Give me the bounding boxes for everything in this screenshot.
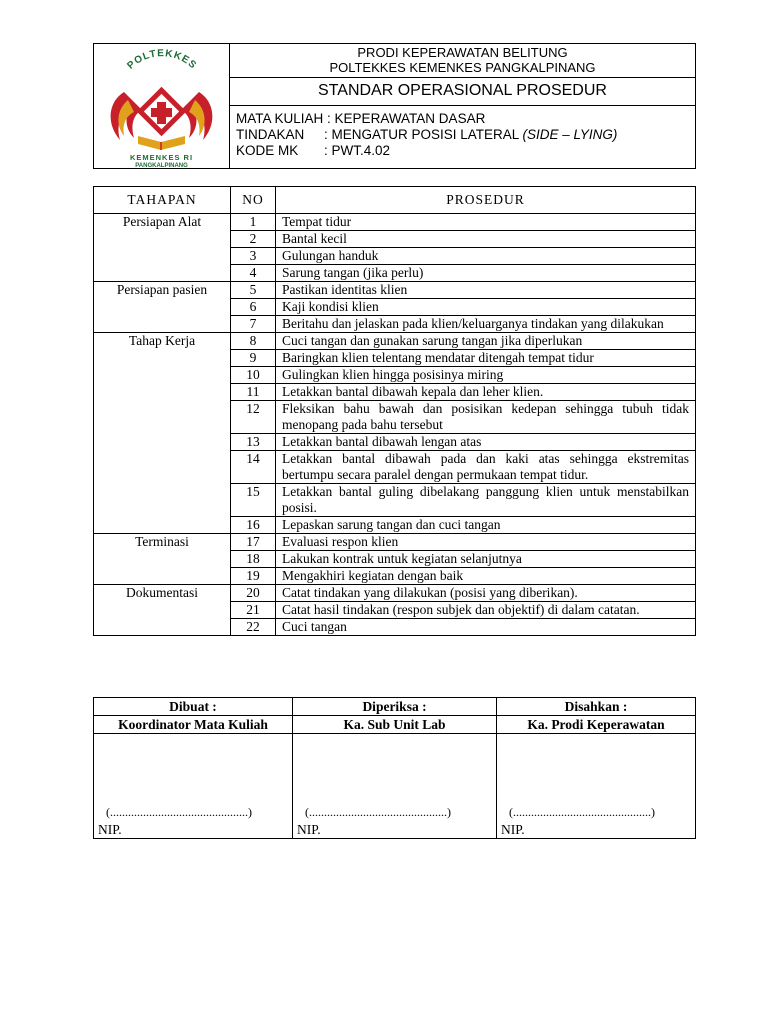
step-number: 2 [231, 231, 276, 248]
made-by-signature [94, 734, 293, 839]
step-text: Fleksikan bahu bawah dan posisikan kedepan sehingga tubuh tidak menopang pada bahu tersebut [276, 401, 696, 434]
institution-line2: POLTEKKES KEMENKES PANGKALPINANG [329, 60, 596, 75]
logo-cell [94, 44, 230, 168]
step-number: 20 [231, 585, 276, 602]
procedure-row [94, 214, 696, 231]
step-number: 17 [231, 534, 276, 551]
procedure-row [94, 282, 696, 299]
approved-by-signature [497, 734, 696, 839]
header-right [230, 44, 695, 168]
stage-cell: Terminasi [94, 534, 231, 585]
stage-cell: Persiapan Alat [94, 214, 231, 282]
step-number: 13 [231, 434, 276, 451]
step-text: Lakukan kontrak untuk kegiatan selanjutnya [276, 551, 696, 568]
step-number: 21 [231, 602, 276, 619]
signature-table [93, 697, 696, 839]
approved-by-label: Disahkan : [497, 698, 696, 716]
action-value: : MENGATUR POSISI LATERAL [324, 127, 523, 142]
procedure-row [94, 333, 696, 350]
stage-cell: Dokumentasi [94, 585, 231, 636]
procedure-row [94, 585, 696, 602]
step-text: Evaluasi respon klien [276, 534, 696, 551]
step-number: 14 [231, 451, 276, 484]
step-number: 15 [231, 484, 276, 517]
logo-top-text: POLTEKKES [125, 48, 199, 72]
step-number: 3 [231, 248, 276, 265]
step-number: 6 [231, 299, 276, 316]
step-text: Pastikan identitas klien [276, 282, 696, 299]
step-text: Letakkan bantal dibawah lengan atas [276, 434, 696, 451]
step-number: 12 [231, 401, 276, 434]
approved-by-role: Ka. Prodi Keperawatan [497, 716, 696, 734]
step-number: 7 [231, 316, 276, 333]
stage-cell: Tahap Kerja [94, 333, 231, 534]
no-header: NO [231, 187, 276, 214]
step-text: Gulingkan klien hingga posisinya miring [276, 367, 696, 384]
checked-by-nip: NIP. [297, 822, 321, 837]
code-label: KODE MK [236, 143, 299, 158]
approved-by-nip: NIP. [501, 822, 525, 837]
sop-header [93, 43, 696, 169]
stage-cell: Persiapan pasien [94, 282, 231, 333]
step-text: Catat tindakan yang dilakukan (posisi yang diberikan). [276, 585, 696, 602]
step-text: Letakkan bantal dibawah pada dan kaki atas sehingga ekstremitas bertumpu secara paralel dengan permukaan tempat tidur. [276, 451, 696, 484]
checked-by-role: Ka. Sub Unit Lab [293, 716, 497, 734]
step-number: 11 [231, 384, 276, 401]
institution-line1: PRODI KEPERAWATAN BELITUNG [357, 45, 568, 60]
step-text: Beritahu dan jelaskan pada klien/keluarganya tindakan yang dilakukan [276, 316, 696, 333]
step-number: 9 [231, 350, 276, 367]
made-by-name-line: (..............................................) [106, 805, 252, 819]
step-text: Cuci tangan dan gunakan sarung tangan jika diperlukan [276, 333, 696, 350]
action-value-italic: (SIDE – LYING) [522, 127, 618, 142]
step-number: 8 [231, 333, 276, 350]
checked-by-name-line: (..............................................) [305, 805, 451, 819]
step-number: 18 [231, 551, 276, 568]
step-text: Baringkan klien telentang mendatar ditengah tempat tidur [276, 350, 696, 367]
action-row [236, 127, 695, 143]
step-text: Tempat tidur [276, 214, 696, 231]
action-label: TINDAKAN [236, 127, 305, 142]
step-number: 4 [231, 265, 276, 282]
signature-role-row [94, 716, 696, 734]
course-row [236, 111, 695, 127]
stage-header: TAHAPAN [94, 187, 231, 214]
step-number: 1 [231, 214, 276, 231]
made-by-role: Koordinator Mata Kuliah [94, 716, 293, 734]
poltekkes-logo [94, 44, 229, 168]
course-value: : KEPERAWATAN DASAR [327, 111, 486, 126]
step-text: Letakkan bantal dibawah kepala dan leher klien. [276, 384, 696, 401]
step-text: Mengakhiri kegiatan dengan baik [276, 568, 696, 585]
approved-by-name-line: (..............................................) [509, 805, 655, 819]
procedure-table [93, 186, 696, 636]
step-text: Lepaskan sarung tangan dan cuci tangan [276, 517, 696, 534]
signature-label-row [94, 698, 696, 716]
procedure-header: PROSEDUR [276, 187, 696, 214]
code-value: : PWT.4.02 [324, 143, 391, 158]
svg-text:POLTEKKES [125, 48, 198, 71]
step-text: Bantal kecil [276, 231, 696, 248]
logo-city-text: PANGKALPINANG [135, 163, 188, 168]
step-number: 19 [231, 568, 276, 585]
course-info [230, 106, 695, 168]
step-text: Catat hasil tindakan (respon subjek dan objektif) di dalam catatan. [276, 602, 696, 619]
step-text: Kaji kondisi klien [276, 299, 696, 316]
code-row [236, 143, 695, 159]
step-text: Cuci tangan [276, 619, 696, 636]
step-number: 22 [231, 619, 276, 636]
step-number: 5 [231, 282, 276, 299]
step-text: Sarung tangan (jika perlu) [276, 265, 696, 282]
step-number: 16 [231, 517, 276, 534]
institution-block [230, 44, 695, 78]
procedure-body [94, 214, 696, 636]
procedure-header-row [94, 187, 696, 214]
made-by-label: Dibuat : [94, 698, 293, 716]
made-by-nip: NIP. [98, 822, 122, 837]
document-title: STANDAR OPERASIONAL PROSEDUR [230, 77, 695, 106]
signature-space-row [94, 734, 696, 839]
checked-by-label: Diperiksa : [293, 698, 497, 716]
step-number: 10 [231, 367, 276, 384]
course-label: MATA KULIAH [236, 111, 324, 126]
checked-by-signature [293, 734, 497, 839]
logo-bottom-text: KEMENKES RI [129, 153, 194, 162]
step-text: Letakkan bantal guling dibelakang panggung klien untuk menstabilkan posisi. [276, 484, 696, 517]
step-text: Gulungan handuk [276, 248, 696, 265]
procedure-row [94, 534, 696, 551]
